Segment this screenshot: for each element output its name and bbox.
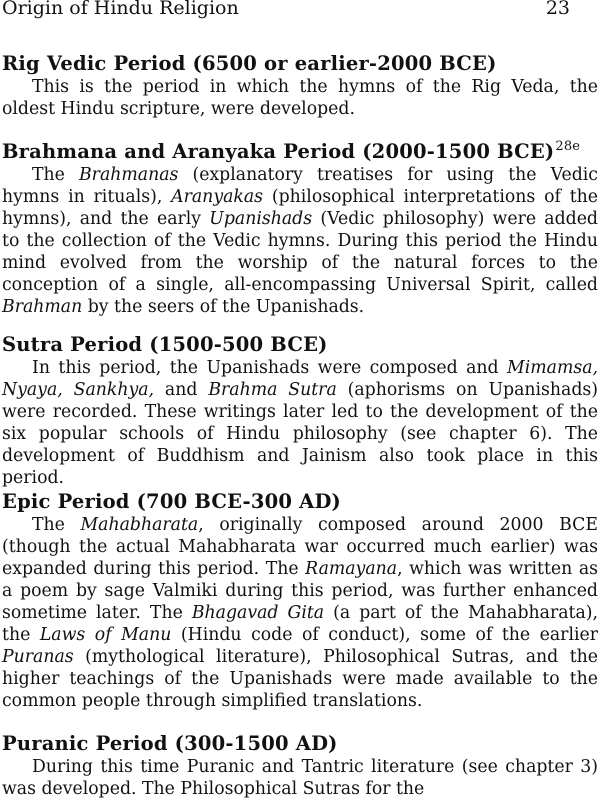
section-heading: Puranic Period (300-1500 AD) (2, 732, 338, 755)
body-text: , which was written as a poem by sage Valmiki during this period, was further enhanced sometime later. The (2, 559, 598, 623)
italic-term: Brahma Sutra (208, 380, 337, 400)
body-text: by the seers of the Upanishads. (82, 297, 365, 317)
body-text: (a part of the Mahabharata), the (2, 603, 598, 645)
body-text: In this period, the Upanishads were composed and (32, 358, 508, 378)
italic-term: Brahman (2, 297, 83, 317)
section-puranic-period (2, 732, 598, 800)
footnote-marker: 28e (555, 139, 581, 154)
italic-term: Bhagavad Gita (191, 603, 325, 623)
section-heading: Epic Period (700 BCE-300 AD) (2, 490, 341, 513)
section-body: During this time Puranic and Tantric literature (see chapter 3) was developed. The Philosophical Sutras for the (2, 757, 598, 799)
body-text: (philosophical interpretations of the hymns), and the early (2, 187, 598, 229)
body-text: The (32, 165, 79, 185)
section-brahmana-aranyaka-period (2, 135, 598, 318)
running-header-title: Origin of Hindu Religion (2, 0, 239, 19)
italic-term: Puranas (2, 647, 74, 667)
running-header (0, 0, 600, 22)
section-body: This is the period in which the hymns of the Rig Veda, the oldest Hindu scripture, were developed. (2, 77, 598, 119)
section-sutra-period (2, 333, 598, 489)
section-body (2, 357, 598, 489)
page-number: 23 (545, 0, 570, 19)
section-heading-text: Brahmana and Aranyaka Period (2000-1500 BCE) (2, 140, 555, 163)
italic-term: Mahabharata (80, 515, 199, 535)
section-body (2, 514, 598, 712)
section-heading: Sutra Period (1500-500 BCE) (2, 333, 328, 356)
section-heading (2, 135, 598, 164)
body-text: (Vedic philosophy) were added to the collection of the Vedic hymns. During this period the Hindu mind evolved from the worship of the natural forces to the conception of a single, all-encompassing Universal Spirit, called (2, 209, 598, 295)
section-epic-period (2, 490, 598, 712)
body-text: (explanatory treatises for using the Vedic hymns in rituals), (2, 165, 598, 207)
section-rig-vedic-period (2, 52, 598, 120)
italic-term: Mimamsa, Nyaya, Sankhya, (2, 358, 598, 400)
italic-term: Upanishads (209, 209, 313, 229)
body-text: , originally composed around 2000 BCE (though the actual Mahabharata war occurred much earlier) was expanded during this period. The (2, 515, 598, 579)
body-text: (Hindu code of conduct), some of the earlier (171, 625, 598, 645)
body-text: The (32, 515, 81, 535)
body-text: (mythological literature), Philosophical Sutras, and the higher teachings of the Upanishads were made available to the common people through simplified translations. (2, 647, 598, 711)
italic-term: Ramayana (305, 559, 398, 579)
section-heading: Rig Vedic Period (6500 or earlier-2000 BCE) (2, 52, 497, 75)
italic-term: Laws of Manu (39, 625, 172, 645)
body-text: (aphorisms on Upanishads) were recorded. These writings later led to the development of the six popular schools of Hindu philosophy (see chapter 6). The development of Buddhism and Jainism also took place in this period. (2, 380, 599, 488)
italic-term: Aranyakas (171, 187, 264, 207)
section-body (2, 164, 598, 318)
body-text: and (154, 380, 209, 400)
italic-term: Brahmanas (78, 165, 179, 185)
